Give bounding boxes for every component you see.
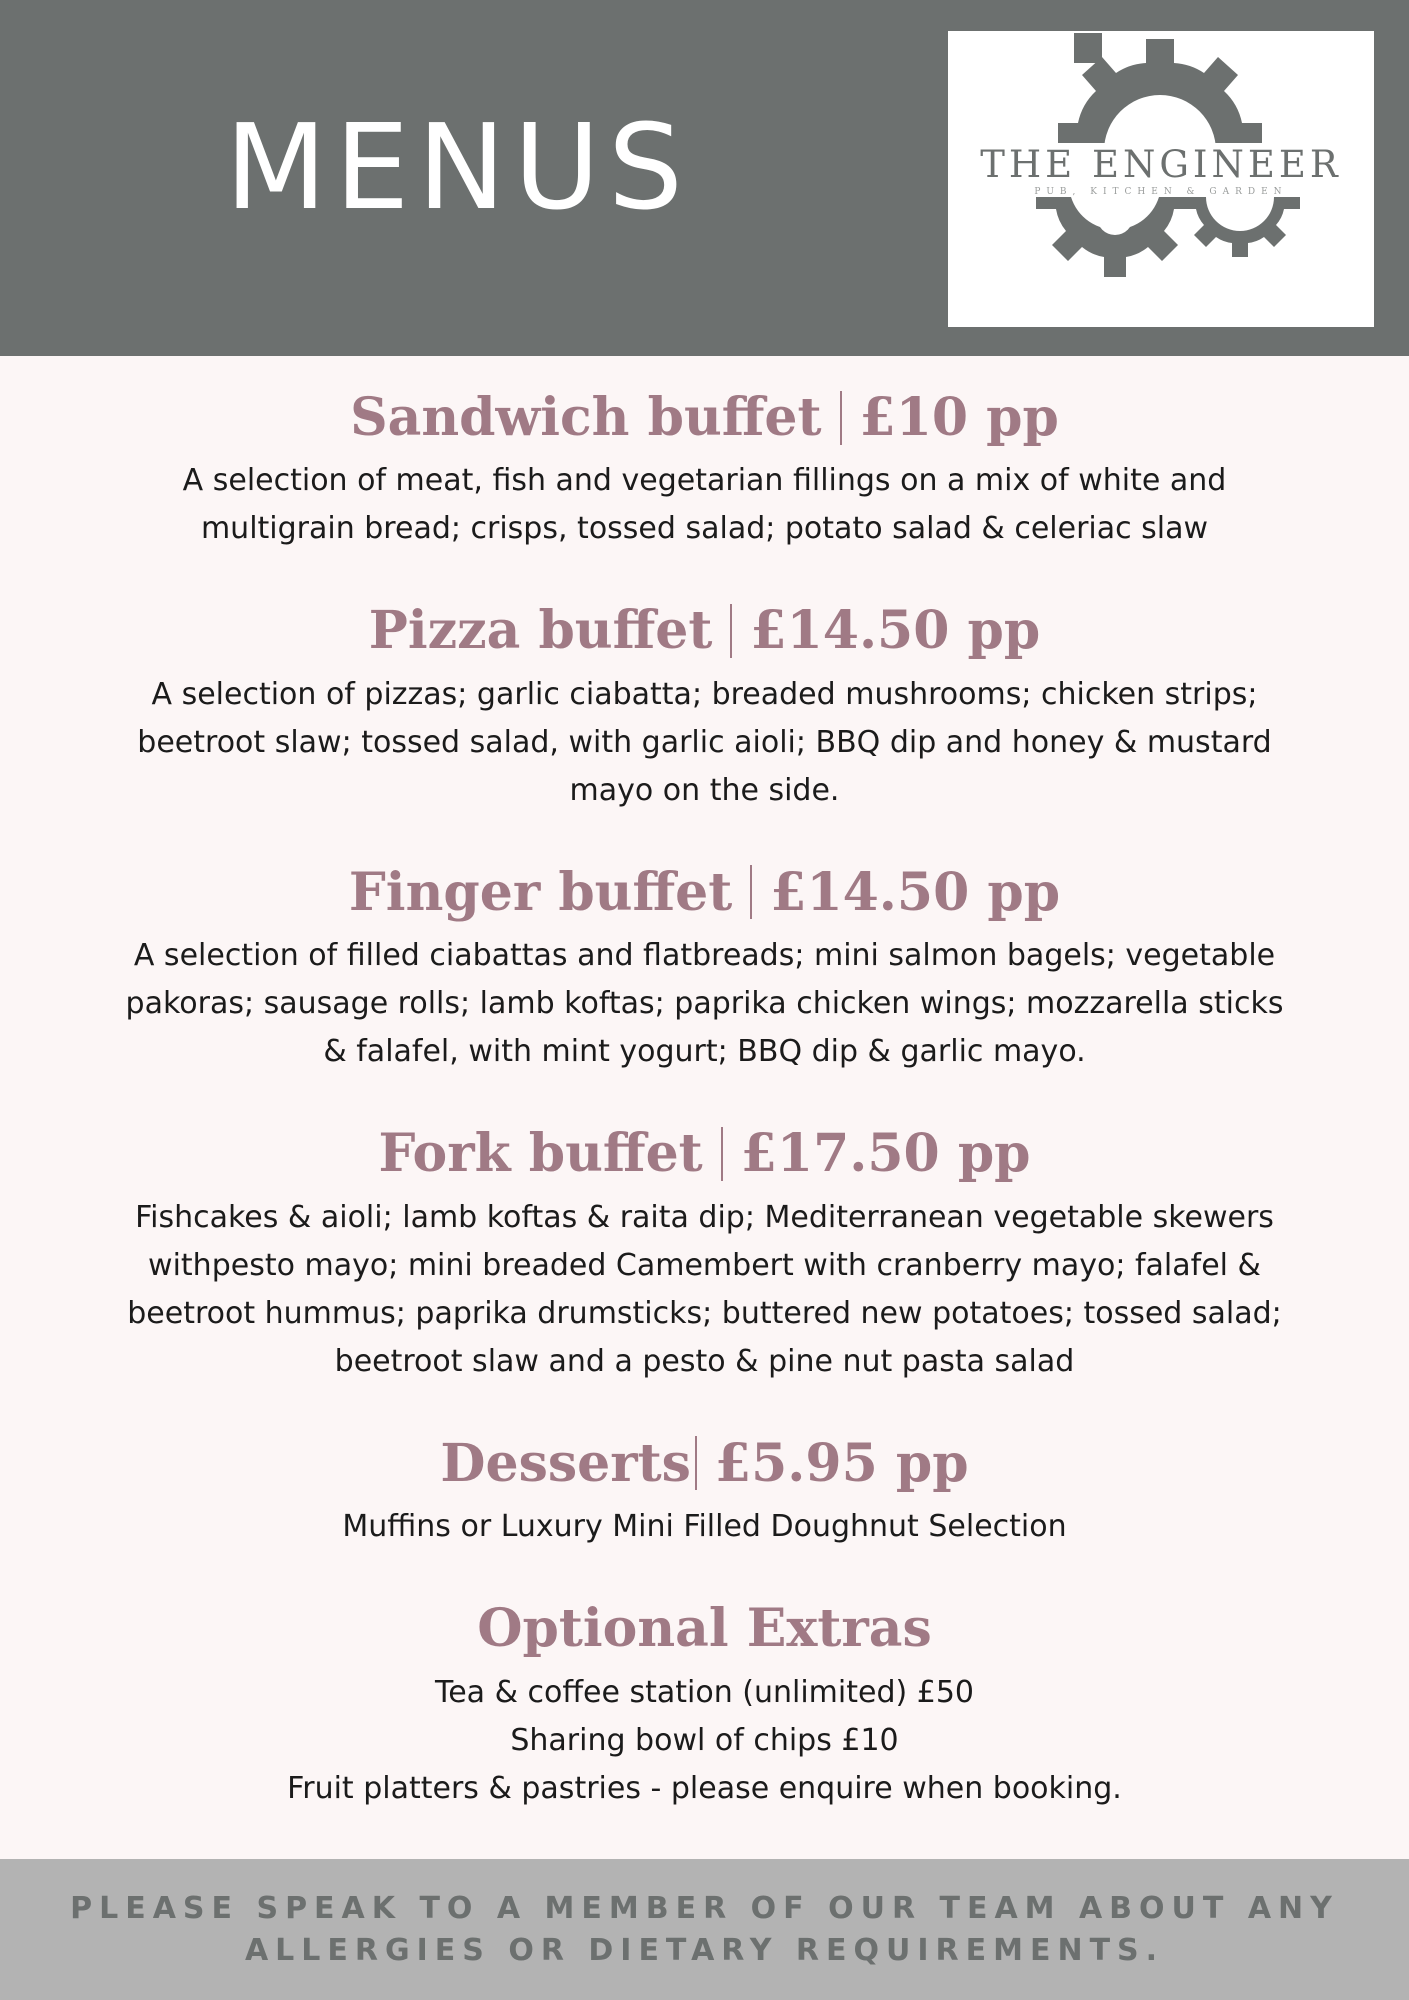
description-line: Tea & coffee station (unlimited) £50	[434, 1674, 974, 1710]
description-line: A selection of pizzas; garlic ciabatta; breaded mushrooms; chicken strips;	[151, 676, 1258, 712]
section-name: Optional Extras	[477, 1598, 932, 1660]
section-title	[0, 599, 1409, 662]
section-name: Sandwich buffet	[350, 387, 822, 448]
section-title	[0, 1122, 1409, 1185]
description-line: A selection of filled ciabattas and flatbreads; mini salmon bagels; vegetable	[133, 938, 1276, 974]
page-title: MENUS	[225, 98, 691, 236]
description-line: Muffins or Luxury Mini Filled Doughnut Selection	[342, 1509, 1067, 1545]
section-description	[0, 1503, 1409, 1551]
header-banner	[0, 0, 1409, 356]
section-name: Desserts	[440, 1432, 691, 1494]
section-name: Pizza buffet	[368, 600, 713, 662]
section-price: £14.50 pp	[770, 861, 1061, 923]
menu-section-pizza-buffet	[0, 599, 1409, 814]
description-line: mayo on the side.	[569, 772, 840, 808]
section-title	[0, 1432, 1409, 1495]
description-line: Fishcakes & aioli; lamb koftas & raita dip; Mediterranean vegetable skewers	[135, 1199, 1274, 1235]
menu-list	[0, 386, 1409, 1859]
section-price: £14.50 pp	[750, 600, 1041, 662]
section-description	[0, 932, 1409, 1076]
description-line: Fruit platters & pastries - please enquire when booking.	[287, 1770, 1122, 1806]
allergy-notice	[0, 1859, 1409, 2000]
menu-section-optional-extras	[0, 1597, 1409, 1812]
title-divider	[750, 865, 752, 919]
description-line: multigrain bread; crisps, tossed salad; potato salad & celeriac slaw	[200, 511, 1209, 547]
title-divider	[695, 1436, 697, 1490]
notice-line: ALLERGIES OR DIETARY REQUIREMENTS.	[244, 1933, 1165, 1968]
description-line: beetroot hummus; paprika drumsticks; buttered new potatoes; tossed salad;	[127, 1295, 1282, 1331]
section-price: £5.95 pp	[714, 1432, 969, 1494]
description-line: withpesto mayo; mini breaded Camembert with cranberry mayo; falafel &	[148, 1247, 1261, 1283]
description-line: A selection of meat, fish and vegetarian fillings on a mix of white and	[182, 463, 1227, 499]
section-description	[0, 1669, 1409, 1813]
logo-name: THE ENGINEER	[948, 146, 1374, 183]
description-line: beetroot slaw and a pesto & pine nut pasta salad	[334, 1343, 1075, 1379]
section-description	[0, 1194, 1409, 1386]
menu-section-fork-buffet	[0, 1122, 1409, 1385]
section-name: Fork buffet	[378, 1123, 703, 1185]
description-line: Sharing bowl of chips £10	[510, 1722, 899, 1758]
section-price: £17.50 pp	[740, 1123, 1031, 1185]
section-description	[0, 671, 1409, 815]
title-divider	[730, 604, 732, 658]
section-description	[0, 457, 1409, 553]
menu-section-finger-buffet	[0, 861, 1409, 1076]
notice-line: PLEASE SPEAK TO A MEMBER OF OUR TEAM ABOUT ANY	[70, 1891, 1339, 1926]
section-name: Finger buffet	[348, 861, 733, 923]
logo-tagline: PUB, KITCHEN & GARDEN	[948, 188, 1374, 197]
section-price: £10 pp	[859, 387, 1059, 448]
title-divider	[721, 1127, 723, 1181]
title-divider	[840, 391, 842, 445]
section-title	[0, 386, 1409, 449]
description-line: beetroot slaw; tossed salad, with garlic aioli; BBQ dip and honey & mustard	[137, 724, 1272, 760]
section-title	[0, 1597, 1409, 1660]
description-line: & falafel, with mint yogurt; BBQ dip & garlic mayo.	[323, 1034, 1086, 1070]
menu-section-sandwich-buffet	[0, 386, 1409, 553]
section-title	[0, 861, 1409, 924]
menu-section-desserts	[0, 1432, 1409, 1551]
description-line: pakoras; sausage rolls; lamb koftas; paprika chicken wings; mozzarella sticks	[125, 986, 1284, 1022]
logo	[948, 31, 1374, 327]
